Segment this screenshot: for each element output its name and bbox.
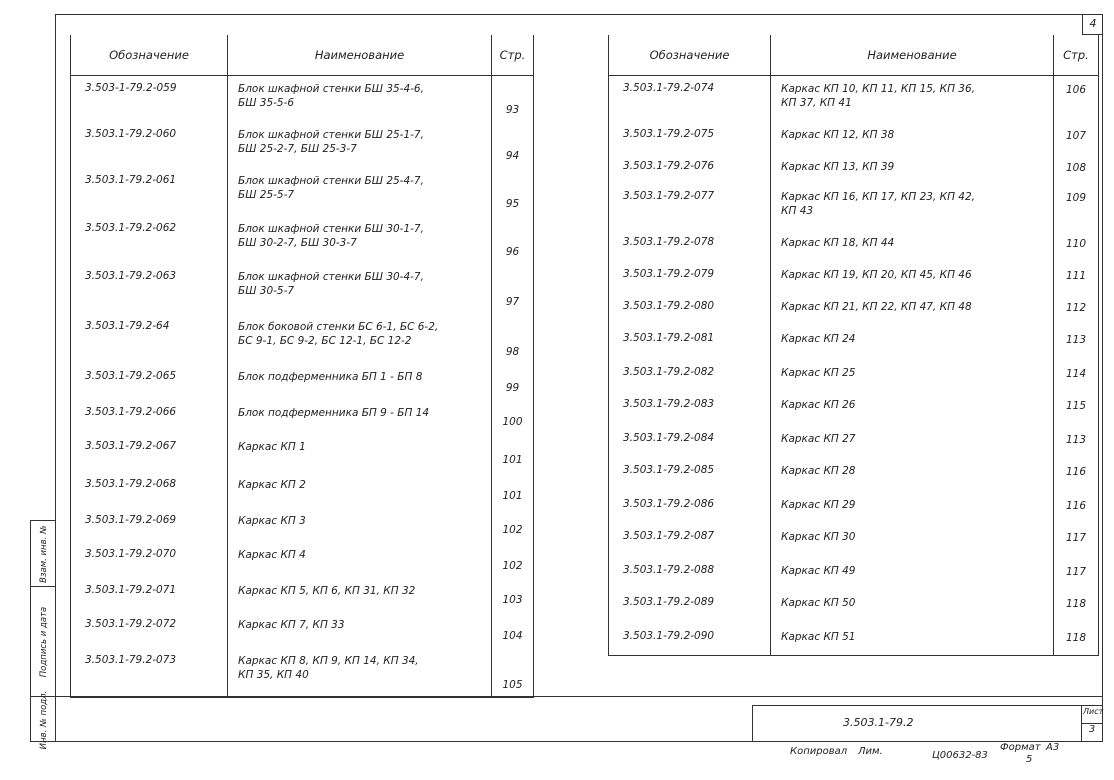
cell-page: 100 — [492, 400, 534, 434]
side-label-inventory: Инв. № подл. — [38, 690, 49, 749]
cell-page: 116 — [1054, 458, 1099, 492]
cell-name: Каркас КП 1 — [228, 434, 492, 472]
cell-code: 3.503.1-79.2-075 — [609, 122, 771, 154]
sheet-box — [1081, 706, 1103, 742]
format-sub: 5 — [1026, 754, 1033, 765]
cell-name: Блок подферменника БП 9 - БП 14 — [228, 400, 492, 434]
cell-code: 3.503.1-79.2-070 — [71, 542, 228, 578]
table-row — [609, 590, 1099, 624]
table-row — [609, 426, 1099, 458]
table-row — [609, 294, 1099, 326]
cell-name: Каркас КП 19, КП 20, КП 45, КП 46 — [771, 262, 1054, 294]
cell-page: 102 — [492, 542, 534, 578]
cell-code: 3.503.1-79.2-071 — [71, 578, 228, 612]
cell-name: Каркас КП 5, КП 6, КП 31, КП 32 — [228, 578, 492, 612]
contents-table-left — [70, 35, 534, 698]
copied-label: Копировал — [790, 746, 848, 757]
cell-code: 3.503.1-79.2-082 — [609, 360, 771, 392]
table-row — [609, 524, 1099, 558]
cell-page: 95 — [492, 168, 534, 216]
cell-name: Каркас КП 27 — [771, 426, 1054, 458]
cell-code: 3.503.1-79.2-087 — [609, 524, 771, 558]
cell-name: Каркас КП 16, КП 17, КП 23, КП 42, КП 43 — [771, 184, 1054, 230]
cell-page: 104 — [492, 612, 534, 648]
side-label-replace: Взам. инв. № — [38, 524, 49, 583]
cell-code: 3.503.1-79.2-085 — [609, 458, 771, 492]
cell-code: 3.503.1-79.2-083 — [609, 392, 771, 426]
cell-page: 110 — [1054, 230, 1099, 262]
cell-code: 3.503.1-79.2-063 — [71, 264, 228, 314]
cell-page: 107 — [1054, 122, 1099, 154]
cell-code: 3.503.1-79.2-079 — [609, 262, 771, 294]
cell-name: Блок шкафной стенки БШ 25-4-7, БШ 25-5-7 — [228, 168, 492, 216]
cell-name: Каркас КП 51 — [771, 624, 1054, 656]
format-label: Формат — [1000, 742, 1041, 753]
table-row — [71, 542, 534, 578]
cell-name: Каркас КП 8, КП 9, КП 14, КП 34, КП 35, КП 40 — [228, 648, 492, 698]
cell-name: Блок подферменника БП 1 - БП 8 — [228, 364, 492, 400]
side-stamp — [30, 520, 55, 749]
cell-page: 109 — [1054, 184, 1099, 230]
sheet-number: 3 — [1082, 723, 1102, 735]
side-cell-signature — [31, 587, 56, 697]
table-row — [609, 184, 1099, 230]
side-cell-replace — [31, 521, 56, 587]
table-row — [71, 216, 534, 264]
cell-code: 3.503.1-79.2-076 — [609, 154, 771, 184]
table-row — [71, 472, 534, 508]
side-label-signature: Подпись и дата — [38, 606, 49, 677]
cell-page: 118 — [1054, 624, 1099, 656]
document-code: 3.503.1-79.2 — [843, 716, 914, 729]
cell-page: 113 — [1054, 426, 1099, 458]
cell-code: 3.503.1-79.2-090 — [609, 624, 771, 656]
cell-code: 3.503-1-79.2-059 — [71, 76, 228, 122]
header-code: Обозначение — [609, 35, 771, 76]
cell-name: Блок боковой стенки БС 6-1, БС 6-2, БС 9-1, БС 9-2, БС 12-1, БС 12-2 — [228, 314, 492, 364]
cell-name: Каркас КП 4 — [228, 542, 492, 578]
cell-name: Каркас КП 49 — [771, 558, 1054, 590]
copier-signature: Лим. — [858, 746, 883, 757]
cell-page: 114 — [1054, 360, 1099, 392]
cell-page: 102 — [492, 508, 534, 542]
cell-code: 3.503.1-79.2-089 — [609, 590, 771, 624]
cell-page: 94 — [492, 122, 534, 168]
cell-page: 108 — [1054, 154, 1099, 184]
table-row — [71, 122, 534, 168]
cell-name: Блок шкафной стенки БШ 30-1-7, БШ 30-2-7, БШ 30-3-7 — [228, 216, 492, 264]
table-row — [71, 434, 534, 472]
cell-page: 101 — [492, 472, 534, 508]
cell-name: Каркас КП 18, КП 44 — [771, 230, 1054, 262]
cell-name: Каркас КП 28 — [771, 458, 1054, 492]
side-cell-inventory — [31, 690, 56, 749]
cell-page: 117 — [1054, 558, 1099, 590]
cell-code: 3.503.1-79.2-062 — [71, 216, 228, 264]
cell-name: Каркас КП 2 — [228, 472, 492, 508]
cell-page: 106 — [1054, 76, 1099, 122]
table-row — [609, 624, 1099, 656]
cell-code: 3.503.1-79.2-081 — [609, 326, 771, 360]
cell-name: Каркас КП 25 — [771, 360, 1054, 392]
title-block — [752, 705, 1103, 742]
cell-name: Каркас КП 10, КП 11, КП 15, КП 36, КП 37, КП 41 — [771, 76, 1054, 122]
contents-table-right — [608, 35, 1099, 656]
table-row — [71, 508, 534, 542]
cell-code: 3.503.1-79.2-068 — [71, 472, 228, 508]
cell-name: Блок шкафной стенки БШ 25-1-7, БШ 25-2-7, БШ 25-3-7 — [228, 122, 492, 168]
table-row — [71, 264, 534, 314]
table-row — [71, 612, 534, 648]
cell-page: 116 — [1054, 492, 1099, 524]
table-row — [609, 230, 1099, 262]
cell-page: 113 — [1054, 326, 1099, 360]
table-row — [609, 154, 1099, 184]
cell-page: 105 — [492, 648, 534, 698]
page-number: 4 — [1082, 14, 1103, 35]
cell-code: 3.503.1-79.2-069 — [71, 508, 228, 542]
cell-name: Каркас КП 26 — [771, 392, 1054, 426]
table-row — [609, 262, 1099, 294]
table-row — [71, 76, 534, 122]
cell-code: 3.503.1-79.2-080 — [609, 294, 771, 326]
cell-code: 3.503.1-79.2-077 — [609, 184, 771, 230]
table-row — [71, 168, 534, 216]
header-name: Наименование — [228, 35, 492, 76]
format-value: А3 — [1046, 742, 1060, 753]
cell-page: 99 — [492, 364, 534, 400]
cell-name: Каркас КП 29 — [771, 492, 1054, 524]
cell-code: 3.503.1-79.2-065 — [71, 364, 228, 400]
cell-page: 117 — [1054, 524, 1099, 558]
table-header-row — [609, 35, 1099, 76]
table-row — [71, 314, 534, 364]
cell-page: 96 — [492, 216, 534, 264]
cell-code: 3.503.1-79.2-073 — [71, 648, 228, 698]
cell-page: 115 — [1054, 392, 1099, 426]
cell-page: 111 — [1054, 262, 1099, 294]
cell-code: 3.503.1-79.2-074 — [609, 76, 771, 122]
cell-name: Каркас КП 24 — [771, 326, 1054, 360]
table-header-row — [71, 35, 534, 76]
cell-code: 3.503.1-79.2-066 — [71, 400, 228, 434]
table-row — [71, 400, 534, 434]
cell-code: 3.503.1-79.2-061 — [71, 168, 228, 216]
cell-name: Каркас КП 7, КП 33 — [228, 612, 492, 648]
cell-page: 112 — [1054, 294, 1099, 326]
sheet-label: Лист — [1083, 707, 1104, 716]
table-row — [609, 392, 1099, 426]
cell-code: 3.503.1-79.2-64 — [71, 314, 228, 364]
cell-name: Каркас КП 21, КП 22, КП 47, КП 48 — [771, 294, 1054, 326]
header-code: Обозначение — [71, 35, 228, 76]
cell-page: 103 — [492, 578, 534, 612]
cell-code: 3.503.1-79.2-060 — [71, 122, 228, 168]
table-row — [71, 648, 534, 698]
table-row — [609, 76, 1099, 122]
header-page: Стр. — [492, 35, 534, 76]
title-block-line — [55, 696, 1103, 697]
table-row — [71, 578, 534, 612]
table-row — [609, 122, 1099, 154]
cell-name: Блок шкафной стенки БШ 35-4-6, БШ 35-5-6 — [228, 76, 492, 122]
table-row — [609, 458, 1099, 492]
cell-name: Каркас КП 50 — [771, 590, 1054, 624]
cell-name: Блок шкафной стенки БШ 30-4-7, БШ 30-5-7 — [228, 264, 492, 314]
cell-page: 97 — [492, 264, 534, 314]
cell-page: 98 — [492, 314, 534, 364]
table-row — [609, 558, 1099, 590]
cell-code: 3.503.1-79.2-072 — [71, 612, 228, 648]
header-name: Наименование — [771, 35, 1054, 76]
cell-page: 118 — [1054, 590, 1099, 624]
cell-name: Каркас КП 3 — [228, 508, 492, 542]
table-row — [609, 326, 1099, 360]
cell-code: 3.503.1-79.2-086 — [609, 492, 771, 524]
cell-code: 3.503.1-79.2-088 — [609, 558, 771, 590]
cell-code: 3.503.1-79.2-078 — [609, 230, 771, 262]
table-row — [71, 364, 534, 400]
cell-page: 93 — [492, 76, 534, 122]
left-table-body — [71, 76, 534, 698]
table-row — [609, 360, 1099, 392]
order-number: Ц00632-83 — [932, 750, 988, 761]
cell-code: 3.503.1-79.2-067 — [71, 434, 228, 472]
cell-code: 3.503.1-79.2-084 — [609, 426, 771, 458]
cell-name: Каркас КП 30 — [771, 524, 1054, 558]
header-page: Стр. — [1054, 35, 1099, 76]
cell-page: 101 — [492, 434, 534, 472]
cell-name: Каркас КП 12, КП 38 — [771, 122, 1054, 154]
right-table-body — [609, 76, 1099, 656]
cell-name: Каркас КП 13, КП 39 — [771, 154, 1054, 184]
table-row — [609, 492, 1099, 524]
